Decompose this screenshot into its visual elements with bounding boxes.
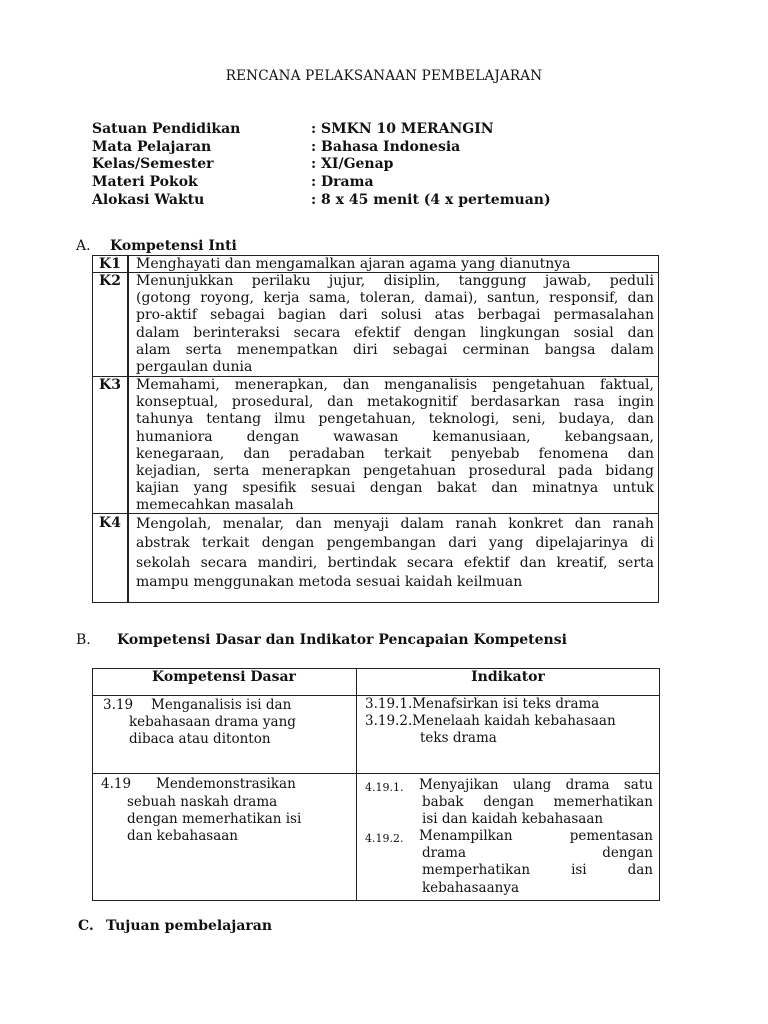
section-a-title: Kompetensi Inti xyxy=(110,238,237,254)
word: secara xyxy=(406,554,454,571)
ki-line xyxy=(136,307,654,324)
word: kenegaraan, xyxy=(136,445,225,462)
word: pengetahuan, xyxy=(318,411,416,428)
word: disiplin, xyxy=(383,273,441,289)
word: drama xyxy=(422,845,466,862)
ki-code-k4: K4 xyxy=(99,515,121,531)
indikator-3-19-2: 3.19.2.Menelaah kaidah kebahasaan xyxy=(365,713,616,729)
word: sesuai xyxy=(310,480,356,497)
word: dengan xyxy=(261,535,315,552)
table-divider xyxy=(92,773,660,774)
ki-code-k1: K1 xyxy=(99,256,121,272)
word: perilaku xyxy=(251,273,311,289)
word: dan xyxy=(342,377,370,393)
word: sama, xyxy=(308,290,351,307)
ki-line xyxy=(136,429,654,446)
word: jujur, xyxy=(328,273,366,289)
word: di xyxy=(640,535,654,552)
word: atas xyxy=(434,307,465,324)
ki-line xyxy=(136,359,654,376)
word: royong, xyxy=(200,290,255,307)
word: pengembangan xyxy=(326,535,437,552)
word: prosedural, xyxy=(231,394,314,411)
identity-block xyxy=(92,121,551,210)
kd-4-19-line: dan kebahasaan xyxy=(127,828,238,844)
ki-line xyxy=(136,325,654,342)
word: wawasan xyxy=(333,428,399,445)
kd-4-19-line: dengan memerhatikan isi xyxy=(127,811,302,827)
word: mandiri, xyxy=(257,554,318,571)
word: bidang xyxy=(605,463,654,480)
kd-3-19-line: dibaca atau ditonton xyxy=(129,731,271,747)
indikator-line-text: kebahasaanya xyxy=(422,879,519,896)
ki-line xyxy=(136,497,654,514)
word: dalam xyxy=(610,341,654,358)
word: secara xyxy=(293,324,341,341)
ki-line xyxy=(136,290,654,307)
word: sebagai xyxy=(392,341,448,358)
word: bangsa xyxy=(544,341,596,358)
word: bakat xyxy=(437,480,477,497)
word: dan xyxy=(627,445,654,462)
word: menerapkan xyxy=(261,463,351,480)
word: faktual, xyxy=(600,377,654,393)
word: dipelajarinya xyxy=(535,535,629,552)
word: spesifik xyxy=(242,480,297,497)
ki-line xyxy=(136,515,654,534)
column-header-kd: Kompetensi Dasar xyxy=(152,669,296,685)
word: bagian xyxy=(277,307,326,324)
word: kebangsaan, xyxy=(564,428,654,445)
ki-line xyxy=(136,480,654,497)
ki-line xyxy=(136,256,654,273)
word: dan xyxy=(243,445,270,462)
word: pementasan xyxy=(569,828,653,844)
word: berdasarkan xyxy=(470,394,561,411)
word: jawab, xyxy=(544,273,592,289)
column-header-indikator: Indikator xyxy=(471,669,545,685)
word: toleran, xyxy=(359,290,416,307)
word: responsif, xyxy=(548,290,619,307)
identity-label: Kelas/Semester xyxy=(92,156,214,173)
ki-code-k3: K3 xyxy=(99,377,121,393)
word: fenomena xyxy=(538,445,609,462)
ki-line-text: pergaulan dunia xyxy=(136,359,253,376)
word: budaya, xyxy=(558,411,615,428)
word: babak xyxy=(422,794,464,811)
word: dengan xyxy=(369,480,423,497)
indikator-line xyxy=(419,862,653,879)
kd-3-19-number: 3.19 xyxy=(103,697,134,713)
table-divider xyxy=(127,255,129,603)
word: (gotong xyxy=(136,290,191,307)
word: ulang xyxy=(512,777,552,793)
word: tanggung xyxy=(458,273,527,289)
word: efektif xyxy=(463,554,510,571)
word: permasalahan xyxy=(553,307,654,324)
word: dalam xyxy=(136,324,180,341)
ki-text-k1 xyxy=(136,256,654,273)
word: Mengolah, xyxy=(136,516,212,532)
word: damai), xyxy=(424,290,478,307)
word: dengan xyxy=(246,428,300,445)
word: secara xyxy=(200,554,248,571)
indikator-line xyxy=(419,794,653,811)
word: serta xyxy=(213,463,250,480)
word: memperhatikan xyxy=(422,862,531,879)
indikator-line xyxy=(419,777,653,794)
indikator-4-19-1-number: 4.19.1. xyxy=(365,781,404,794)
identity-label: Mata Pelajaran xyxy=(92,138,212,155)
word: dan xyxy=(627,324,654,341)
word: Menunjukkan xyxy=(136,273,234,289)
section-a-letter: A. xyxy=(76,238,91,254)
ki-line-text: Menghayati dan mengamalkan ajaran agama yang dianutnya xyxy=(136,256,571,272)
identity-value: : 8 x 45 menit (4 x pertemuan) xyxy=(311,191,551,208)
word: kajian xyxy=(136,480,180,497)
word: untuk xyxy=(612,480,654,497)
word: menempatkan xyxy=(236,341,338,358)
word: sosial xyxy=(573,324,614,341)
identity-value: : XI/Genap xyxy=(311,156,394,173)
identity-row xyxy=(92,121,551,139)
word: ingin xyxy=(618,394,654,411)
word: seni, xyxy=(512,411,546,428)
word: penyebab xyxy=(450,445,520,462)
indikator-4-19-1-text xyxy=(419,777,653,829)
word: ranah xyxy=(455,516,497,532)
word: pro-aktif xyxy=(136,307,197,324)
word: dari xyxy=(339,307,368,324)
identity-row xyxy=(92,192,551,210)
word: santun, xyxy=(486,290,540,307)
ki-line xyxy=(136,394,654,411)
identity-row xyxy=(92,156,551,174)
word: diri xyxy=(352,341,378,358)
ki-text-k4 xyxy=(136,515,654,593)
word: pengetahuan xyxy=(363,463,457,480)
indikator-line xyxy=(419,880,653,897)
ki-line xyxy=(136,342,654,359)
ki-line xyxy=(136,463,654,480)
identity-row xyxy=(92,174,551,192)
word: dan xyxy=(327,394,354,411)
indikator-4-19-2-text xyxy=(419,828,653,897)
word: efektif xyxy=(354,324,400,341)
word: pengetahuan xyxy=(492,377,586,393)
word: sekolah xyxy=(136,554,191,571)
ki-line xyxy=(136,411,654,428)
word: bertindak xyxy=(327,554,397,571)
ki-line xyxy=(136,554,654,573)
indikator-line xyxy=(419,845,653,862)
identity-label: Materi Pokok xyxy=(92,174,198,191)
ki-line xyxy=(136,273,654,290)
word: peduli xyxy=(609,273,654,289)
ki-line xyxy=(136,573,654,592)
word: Memahami, xyxy=(136,377,220,393)
section-c-letter: C. xyxy=(78,918,94,934)
word: pada xyxy=(558,463,593,480)
kd-3-19-line: Menganalisis isi dan xyxy=(151,697,292,713)
kd-4-19-line: Mendemonstrasikan xyxy=(156,776,296,792)
word: sebagai xyxy=(210,307,265,324)
kd-3-19-line: kebahasaan drama yang xyxy=(129,714,296,730)
indikator-3-19-1: 3.19.1.Menafsirkan isi teks drama xyxy=(365,696,600,712)
word: metakognitif xyxy=(367,394,458,411)
word: dan xyxy=(627,290,654,307)
word: drama xyxy=(565,777,610,793)
section-c-title: Tujuan pembelajaran xyxy=(106,918,273,934)
word: humaniora xyxy=(136,428,213,445)
section-b-title: Kompetensi Dasar dan Indikator Pencapaian Kompetensi xyxy=(117,632,567,648)
word: cerminan xyxy=(462,341,530,358)
word: teknologi, xyxy=(428,411,500,428)
section-b-letter: B. xyxy=(76,632,91,648)
word: kreatif, xyxy=(556,554,608,571)
word: kejadian, xyxy=(136,463,201,480)
word: yang xyxy=(193,480,228,497)
word: minatnya xyxy=(532,480,599,497)
word: Menyajikan xyxy=(419,777,499,793)
word: yang xyxy=(489,535,524,552)
kd-4-19-line: sebuah naskah drama xyxy=(127,794,278,810)
word: rasa xyxy=(573,394,605,411)
word: satu xyxy=(623,777,653,793)
ki-line xyxy=(136,446,654,463)
word: dalam xyxy=(400,516,444,532)
ki-code-k2: K2 xyxy=(99,273,121,289)
word: Menampilkan xyxy=(419,828,513,844)
word: ilmu xyxy=(274,411,306,428)
word: dan xyxy=(627,862,653,879)
word: dengan xyxy=(413,324,467,341)
ki-text-k3 xyxy=(136,377,654,515)
word: serta xyxy=(617,554,654,571)
word: dan xyxy=(627,411,654,428)
ki-line-text: mampu menggunakan metoda sesuai kaidah keilmuan xyxy=(136,574,523,591)
word: tahunya xyxy=(136,411,194,428)
word: memerhatikan xyxy=(553,794,653,811)
word: kemanusiaan, xyxy=(432,428,531,445)
word: menalar, xyxy=(222,516,285,532)
word: terkait xyxy=(201,535,250,552)
word: berbagai xyxy=(477,307,541,324)
identity-label: Satuan Pendidikan xyxy=(92,121,241,137)
word: menyaji xyxy=(333,516,390,532)
word: prosedural xyxy=(468,463,546,480)
word: alam xyxy=(136,341,171,358)
word: lingkungan xyxy=(480,324,560,341)
identity-value: : SMKN 10 MERANGIN xyxy=(311,121,494,137)
word: menganalisis xyxy=(384,377,478,393)
word: dan xyxy=(519,554,547,571)
word: menerapkan, xyxy=(234,377,328,393)
identity-value: : Bahasa Indonesia xyxy=(311,138,461,155)
word: konkret xyxy=(508,516,564,532)
word: peradaban xyxy=(288,445,365,462)
word: abstrak xyxy=(136,535,190,552)
word: dan xyxy=(491,480,518,497)
ki-line xyxy=(136,377,654,394)
indikator-line-text: isi dan kaidah kebahasaan xyxy=(422,811,604,828)
indikator-line xyxy=(419,811,653,828)
word: konseptual, xyxy=(136,394,219,411)
word: terkait xyxy=(384,445,432,462)
identity-value: : Drama xyxy=(311,174,374,191)
ki-line-text: memecahkan masalah xyxy=(136,497,294,514)
ki-text-k2 xyxy=(136,273,654,376)
kd-4-19-number: 4.19 xyxy=(101,776,132,792)
word: tentang xyxy=(206,411,262,428)
word: berinteraksi xyxy=(193,324,280,341)
word: dan xyxy=(574,516,602,532)
table-divider xyxy=(356,668,357,901)
identity-row xyxy=(92,139,551,157)
word: ranah xyxy=(612,516,654,532)
word: dengan xyxy=(602,845,653,862)
indikator-line xyxy=(419,828,653,845)
word: isi xyxy=(571,862,587,879)
word: solusi xyxy=(380,307,422,324)
document-title: RENCANA PELAKSANAAN PEMBELAJARAN xyxy=(225,68,543,84)
indikator-3-19-2-cont: teks drama xyxy=(420,730,497,746)
ki-line xyxy=(136,534,654,553)
word: dari xyxy=(448,535,477,552)
word: kerja xyxy=(263,290,300,307)
word: dengan xyxy=(483,794,534,811)
word: dan xyxy=(295,516,322,532)
indikator-4-19-2-number: 4.19.2. xyxy=(365,832,404,845)
word: serta xyxy=(185,341,222,358)
identity-label: Alokasi Waktu xyxy=(92,191,205,208)
